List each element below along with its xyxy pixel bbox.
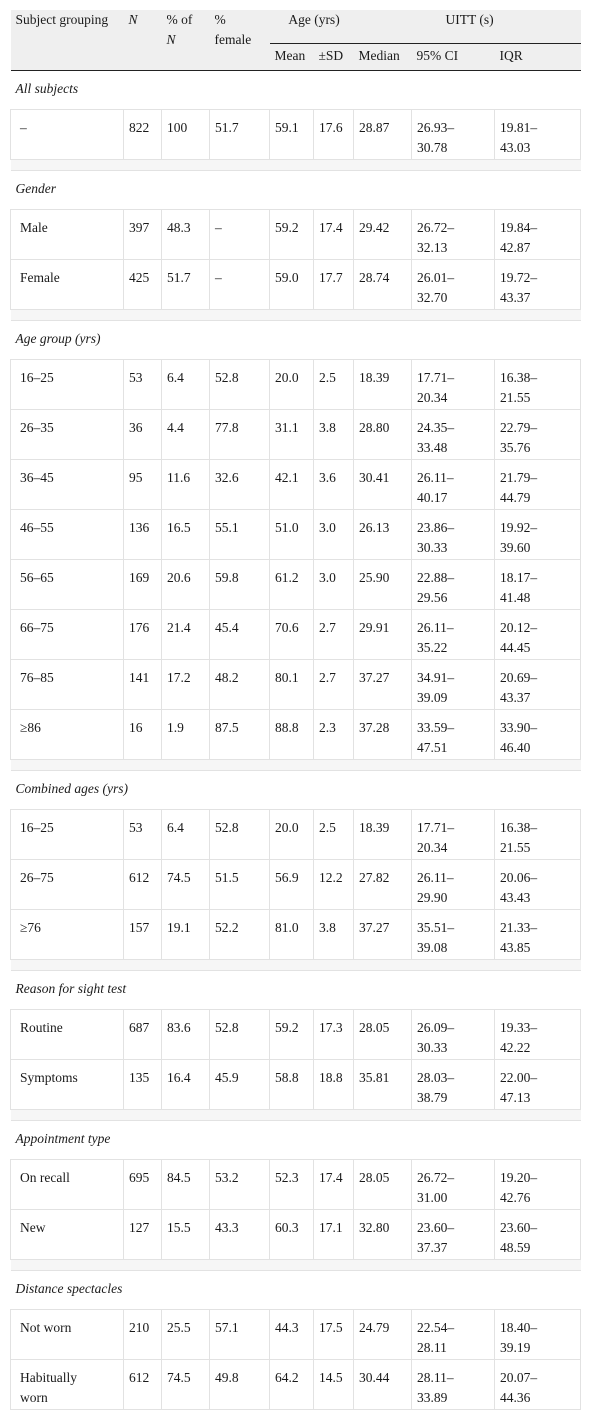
section-header-row — [11, 1121, 581, 1160]
cell-mean: 20.0 — [270, 360, 314, 410]
cell-iqr: 20.06– 43.43 — [495, 860, 581, 910]
table-row — [11, 110, 581, 160]
cell-median: 28.87 — [354, 110, 412, 160]
cell-sd: 2.3 — [314, 710, 354, 760]
section-title: Combined ages (yrs) — [11, 771, 581, 810]
table-row — [11, 410, 581, 460]
cell-mean: 88.8 — [270, 710, 314, 760]
cell-pct: 6.4 — [162, 360, 210, 410]
cell-ci: 35.51– 39.08 — [412, 910, 495, 960]
cell-label: 16–25 — [11, 810, 124, 860]
cell-pct: 6.4 — [162, 810, 210, 860]
cell-ci: 26.93– 30.78 — [412, 110, 495, 160]
cell-median: 28.05 — [354, 1010, 412, 1060]
cell-n: 157 — [124, 910, 162, 960]
col-median: Median — [354, 44, 412, 71]
cell-median: 25.90 — [354, 560, 412, 610]
cell-median: 37.27 — [354, 660, 412, 710]
col-pct-female-line1: % — [214, 12, 226, 27]
cell-ci: 26.11– 40.17 — [412, 460, 495, 510]
cell-median: 29.91 — [354, 610, 412, 660]
cell-mean: 20.0 — [270, 810, 314, 860]
cell-mean: 60.3 — [270, 1210, 314, 1260]
cell-female: 45.4 — [210, 610, 270, 660]
cell-iqr: 20.69– 43.37 — [495, 660, 581, 710]
cell-median: 37.27 — [354, 910, 412, 960]
cell-female: 52.8 — [210, 810, 270, 860]
cell-ci: 24.35– 33.48 — [412, 410, 495, 460]
uitt-data-table — [10, 10, 581, 1410]
cell-sd: 2.5 — [314, 360, 354, 410]
cell-pct: 15.5 — [162, 1210, 210, 1260]
table-row — [11, 1010, 581, 1060]
section-spacer-cell — [11, 760, 581, 771]
cell-mean: 56.9 — [270, 860, 314, 910]
cell-ci: 22.88– 29.56 — [412, 560, 495, 610]
table-row — [11, 1060, 581, 1110]
cell-sd: 17.7 — [314, 260, 354, 310]
col-pct-female-line2: female — [214, 32, 252, 47]
cell-female: 59.8 — [210, 560, 270, 610]
section-spacer-cell — [11, 1110, 581, 1121]
cell-median: 30.41 — [354, 460, 412, 510]
table-row — [11, 610, 581, 660]
table-row — [11, 660, 581, 710]
section-header-row — [11, 1271, 581, 1310]
cell-pct: 48.3 — [162, 210, 210, 260]
cell-sd: 14.5 — [314, 1360, 354, 1410]
cell-sd: 3.0 — [314, 560, 354, 610]
table-body — [11, 71, 581, 1410]
cell-sd: 18.8 — [314, 1060, 354, 1110]
cell-iqr: 19.84– 42.87 — [495, 210, 581, 260]
cell-n: 136 — [124, 510, 162, 560]
table-header — [11, 10, 581, 71]
cell-n: 687 — [124, 1010, 162, 1060]
cell-female: – — [210, 210, 270, 260]
cell-pct: 25.5 — [162, 1310, 210, 1360]
cell-median: 28.74 — [354, 260, 412, 310]
cell-female: 57.1 — [210, 1310, 270, 1360]
cell-female: 49.8 — [210, 1360, 270, 1410]
cell-ci: 26.09– 30.33 — [412, 1010, 495, 1060]
cell-median: 18.39 — [354, 810, 412, 860]
table-row — [11, 1310, 581, 1360]
cell-female: 51.7 — [210, 110, 270, 160]
cell-sd: 17.4 — [314, 1160, 354, 1210]
cell-ci: 23.60– 37.37 — [412, 1210, 495, 1260]
section-header-row — [11, 171, 581, 210]
table-row — [11, 460, 581, 510]
cell-female: 51.5 — [210, 860, 270, 910]
cell-pct: 74.5 — [162, 1360, 210, 1410]
col-pct-of-n-line1: % of — [166, 12, 193, 27]
col-sd: ±SD — [314, 44, 354, 71]
cell-median: 35.81 — [354, 1060, 412, 1110]
cell-mean: 81.0 — [270, 910, 314, 960]
cell-n: 127 — [124, 1210, 162, 1260]
section-title: Gender — [11, 171, 581, 210]
cell-ci: 28.03– 38.79 — [412, 1060, 495, 1110]
cell-mean: 52.3 — [270, 1160, 314, 1210]
cell-pct: 100 — [162, 110, 210, 160]
uitt-table-container — [10, 10, 580, 1410]
cell-mean: 59.1 — [270, 110, 314, 160]
cell-female: 43.3 — [210, 1210, 270, 1260]
cell-label: Routine — [11, 1010, 124, 1060]
cell-female: – — [210, 260, 270, 310]
cell-sd: 2.7 — [314, 660, 354, 710]
cell-iqr: 16.38– 21.55 — [495, 360, 581, 410]
section-spacer — [11, 760, 581, 771]
table-row — [11, 510, 581, 560]
cell-label: On recall — [11, 1160, 124, 1210]
cell-iqr: 19.81– 43.03 — [495, 110, 581, 160]
col-group-age: Age (yrs) — [270, 10, 354, 44]
cell-sd: 3.8 — [314, 410, 354, 460]
cell-mean: 59.2 — [270, 1010, 314, 1060]
col-pct-of-n-line2: N — [166, 32, 176, 47]
cell-mean: 58.8 — [270, 1060, 314, 1110]
cell-iqr: 21.79– 44.79 — [495, 460, 581, 510]
cell-sd: 17.4 — [314, 210, 354, 260]
cell-pct: 4.4 — [162, 410, 210, 460]
table-row — [11, 260, 581, 310]
cell-mean: 70.6 — [270, 610, 314, 660]
cell-female: 52.2 — [210, 910, 270, 960]
section-spacer — [11, 960, 581, 971]
cell-n: 612 — [124, 1360, 162, 1410]
cell-sd: 17.1 — [314, 1210, 354, 1260]
cell-iqr: 19.92– 39.60 — [495, 510, 581, 560]
cell-mean: 51.0 — [270, 510, 314, 560]
cell-female: 48.2 — [210, 660, 270, 710]
cell-label: – — [11, 110, 124, 160]
cell-pct: 16.4 — [162, 1060, 210, 1110]
cell-mean: 31.1 — [270, 410, 314, 460]
cell-iqr: 22.00– 47.13 — [495, 1060, 581, 1110]
cell-n: 16 — [124, 710, 162, 760]
section-spacer — [11, 160, 581, 171]
cell-pct: 20.6 — [162, 560, 210, 610]
cell-label: 66–75 — [11, 610, 124, 660]
cell-ci: 33.59– 47.51 — [412, 710, 495, 760]
cell-ci: 17.71– 20.34 — [412, 360, 495, 410]
cell-iqr: 22.79– 35.76 — [495, 410, 581, 460]
cell-sd: 17.3 — [314, 1010, 354, 1060]
cell-ci: 26.72– 31.00 — [412, 1160, 495, 1210]
section-header-row — [11, 321, 581, 360]
cell-pct: 19.1 — [162, 910, 210, 960]
cell-n: 612 — [124, 860, 162, 910]
cell-iqr: 19.20– 42.76 — [495, 1160, 581, 1210]
cell-n: 53 — [124, 810, 162, 860]
col-iqr: IQR — [495, 44, 581, 71]
cell-sd: 2.7 — [314, 610, 354, 660]
table-row — [11, 210, 581, 260]
cell-median: 27.82 — [354, 860, 412, 910]
cell-sd: 3.8 — [314, 910, 354, 960]
section-header-row — [11, 71, 581, 110]
cell-median: 28.05 — [354, 1160, 412, 1210]
cell-label: 36–45 — [11, 460, 124, 510]
cell-median: 29.42 — [354, 210, 412, 260]
cell-female: 52.8 — [210, 1010, 270, 1060]
cell-n: 176 — [124, 610, 162, 660]
cell-label: 16–25 — [11, 360, 124, 410]
cell-n: 397 — [124, 210, 162, 260]
col-pct-female — [210, 10, 270, 71]
cell-ci: 28.11– 33.89 — [412, 1360, 495, 1410]
cell-n: 695 — [124, 1160, 162, 1210]
cell-mean: 44.3 — [270, 1310, 314, 1360]
col-ci: 95% CI — [412, 44, 495, 71]
table-row — [11, 710, 581, 760]
cell-iqr: 20.12– 44.45 — [495, 610, 581, 660]
cell-label: Male — [11, 210, 124, 260]
cell-label: ≥86 — [11, 710, 124, 760]
section-header-row — [11, 971, 581, 1010]
section-title: Distance spectacles — [11, 1271, 581, 1310]
cell-iqr: 23.60– 48.59 — [495, 1210, 581, 1260]
cell-mean: 61.2 — [270, 560, 314, 610]
table-row — [11, 860, 581, 910]
section-spacer — [11, 310, 581, 321]
cell-label: Female — [11, 260, 124, 310]
cell-sd: 17.6 — [314, 110, 354, 160]
cell-iqr: 21.33– 43.85 — [495, 910, 581, 960]
cell-sd: 2.5 — [314, 810, 354, 860]
cell-ci: 26.11– 29.90 — [412, 860, 495, 910]
col-n: N — [124, 10, 162, 71]
section-header-row — [11, 771, 581, 810]
section-title: All subjects — [11, 71, 581, 110]
section-spacer-cell — [11, 1260, 581, 1271]
cell-mean: 59.2 — [270, 210, 314, 260]
cell-pct: 1.9 — [162, 710, 210, 760]
cell-label: New — [11, 1210, 124, 1260]
table-row — [11, 1360, 581, 1410]
cell-ci: 26.01– 32.70 — [412, 260, 495, 310]
section-title: Age group (yrs) — [11, 321, 581, 360]
cell-median: 37.28 — [354, 710, 412, 760]
section-spacer-cell — [11, 960, 581, 971]
section-spacer-cell — [11, 160, 581, 171]
cell-median: 28.80 — [354, 410, 412, 460]
col-group-uitt: UITT (s) — [354, 10, 581, 44]
table-row — [11, 360, 581, 410]
cell-female: 77.8 — [210, 410, 270, 460]
cell-n: 210 — [124, 1310, 162, 1360]
cell-mean: 59.0 — [270, 260, 314, 310]
cell-ci: 22.54– 28.11 — [412, 1310, 495, 1360]
col-subject-grouping: Subject grouping — [11, 10, 124, 71]
cell-female: 32.6 — [210, 460, 270, 510]
cell-ci: 26.11– 35.22 — [412, 610, 495, 660]
table-row — [11, 1160, 581, 1210]
col-pct-of-n — [162, 10, 210, 71]
cell-mean: 42.1 — [270, 460, 314, 510]
section-title: Reason for sight test — [11, 971, 581, 1010]
cell-n: 53 — [124, 360, 162, 410]
cell-pct: 17.2 — [162, 660, 210, 710]
cell-median: 24.79 — [354, 1310, 412, 1360]
cell-pct: 16.5 — [162, 510, 210, 560]
cell-label: Not worn — [11, 1310, 124, 1360]
cell-ci: 17.71– 20.34 — [412, 810, 495, 860]
table-row — [11, 1210, 581, 1260]
cell-sd: 3.6 — [314, 460, 354, 510]
table-row — [11, 560, 581, 610]
cell-n: 169 — [124, 560, 162, 610]
cell-mean: 80.1 — [270, 660, 314, 710]
table-row — [11, 810, 581, 860]
cell-n: 425 — [124, 260, 162, 310]
cell-median: 32.80 — [354, 1210, 412, 1260]
section-spacer — [11, 1110, 581, 1121]
cell-pct: 21.4 — [162, 610, 210, 660]
cell-sd: 17.5 — [314, 1310, 354, 1360]
cell-label: Symptoms — [11, 1060, 124, 1110]
section-spacer — [11, 1260, 581, 1271]
cell-iqr: 18.40– 39.19 — [495, 1310, 581, 1360]
cell-iqr: 19.33– 42.22 — [495, 1010, 581, 1060]
cell-mean: 64.2 — [270, 1360, 314, 1410]
cell-ci: 34.91– 39.09 — [412, 660, 495, 710]
cell-female: 52.8 — [210, 360, 270, 410]
cell-sd: 12.2 — [314, 860, 354, 910]
cell-label: 56–65 — [11, 560, 124, 610]
cell-pct: 84.5 — [162, 1160, 210, 1210]
cell-n: 36 — [124, 410, 162, 460]
cell-label: 26–35 — [11, 410, 124, 460]
section-title: Appointment type — [11, 1121, 581, 1160]
cell-iqr: 20.07– 44.36 — [495, 1360, 581, 1410]
cell-female: 53.2 — [210, 1160, 270, 1210]
col-mean: Mean — [270, 44, 314, 71]
cell-pct: 51.7 — [162, 260, 210, 310]
cell-label: 46–55 — [11, 510, 124, 560]
section-spacer-cell — [11, 310, 581, 321]
cell-n: 135 — [124, 1060, 162, 1110]
cell-label: Habitually worn — [11, 1360, 124, 1410]
cell-label: 76–85 — [11, 660, 124, 710]
cell-female: 55.1 — [210, 510, 270, 560]
cell-iqr: 16.38– 21.55 — [495, 810, 581, 860]
cell-ci: 26.72– 32.13 — [412, 210, 495, 260]
cell-iqr: 33.90– 46.40 — [495, 710, 581, 760]
cell-pct: 74.5 — [162, 860, 210, 910]
cell-median: 30.44 — [354, 1360, 412, 1410]
cell-median: 18.39 — [354, 360, 412, 410]
cell-sd: 3.0 — [314, 510, 354, 560]
cell-n: 141 — [124, 660, 162, 710]
cell-label: 26–75 — [11, 860, 124, 910]
cell-n: 822 — [124, 110, 162, 160]
cell-n: 95 — [124, 460, 162, 510]
cell-female: 87.5 — [210, 710, 270, 760]
cell-pct: 11.6 — [162, 460, 210, 510]
cell-iqr: 18.17– 41.48 — [495, 560, 581, 610]
cell-ci: 23.86– 30.33 — [412, 510, 495, 560]
cell-median: 26.13 — [354, 510, 412, 560]
cell-female: 45.9 — [210, 1060, 270, 1110]
cell-pct: 83.6 — [162, 1010, 210, 1060]
table-row — [11, 910, 581, 960]
cell-iqr: 19.72– 43.37 — [495, 260, 581, 310]
cell-label: ≥76 — [11, 910, 124, 960]
